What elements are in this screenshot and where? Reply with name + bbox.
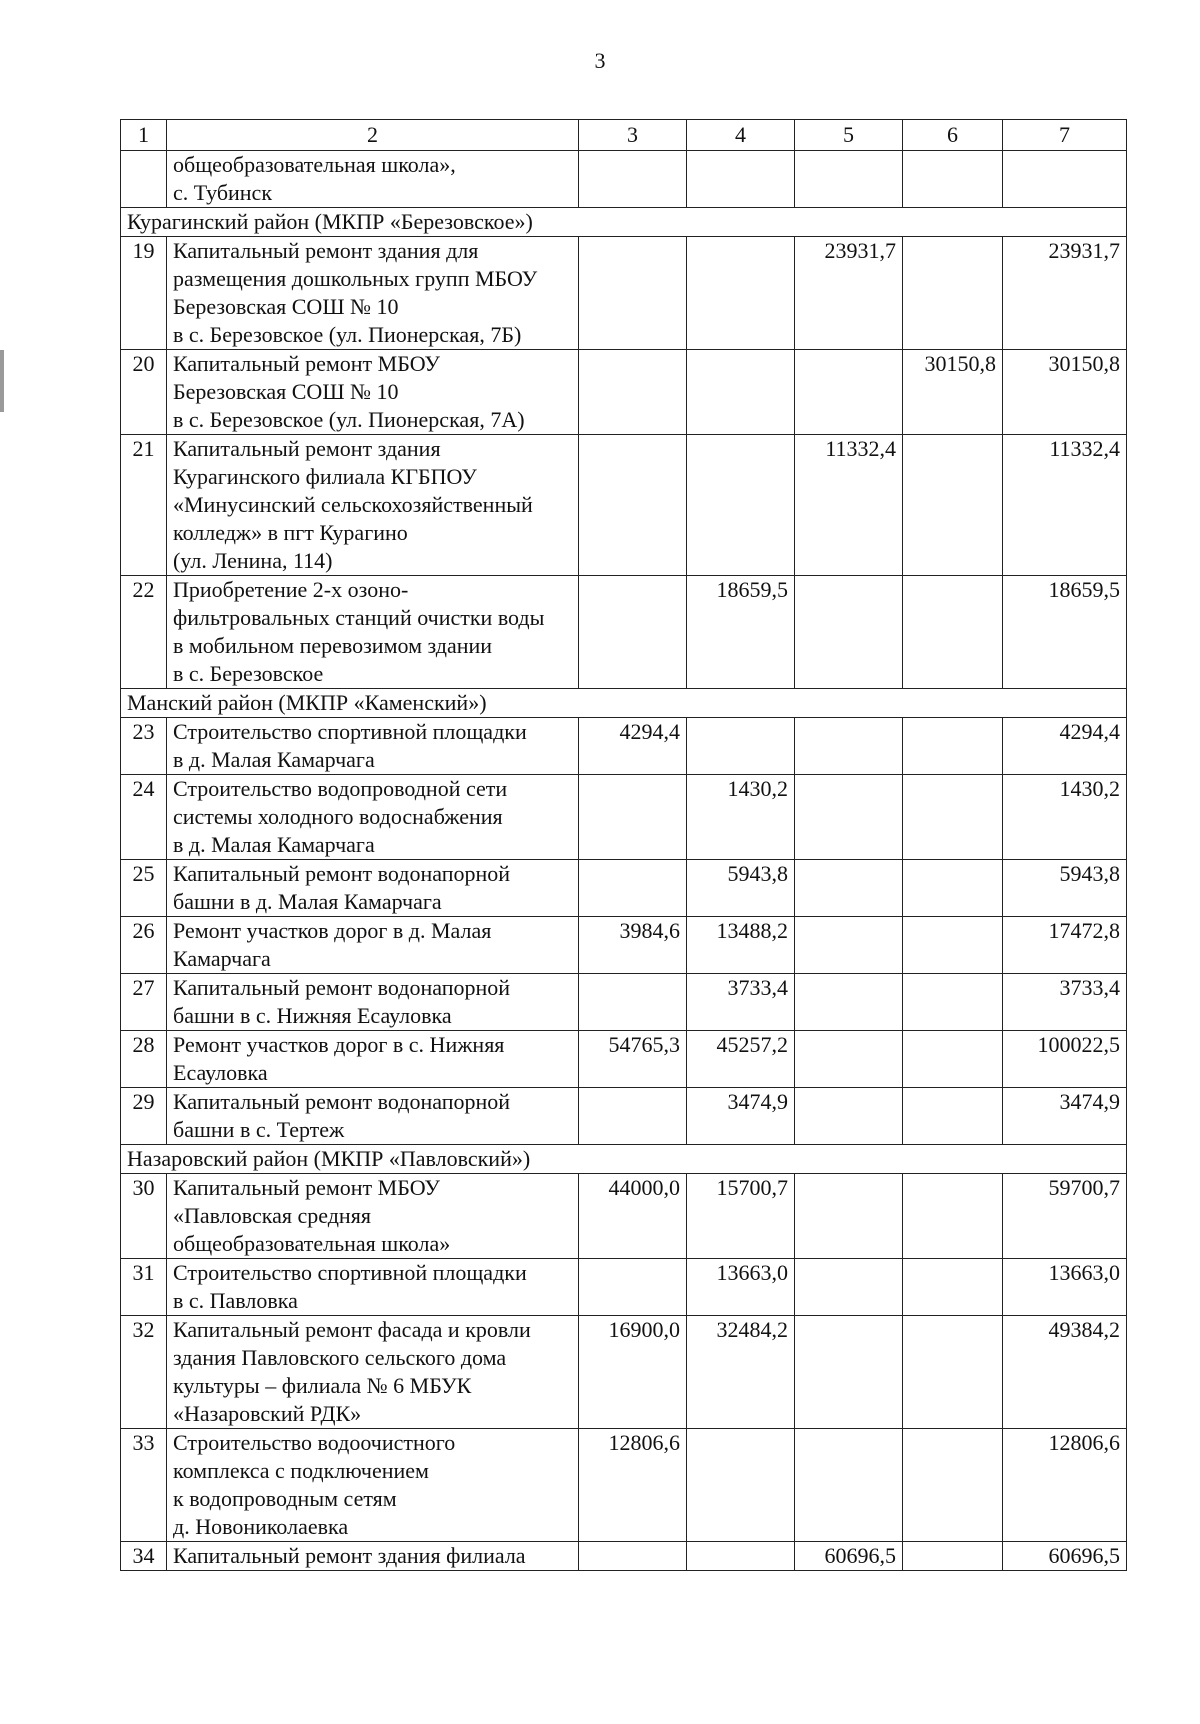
value-col-6 xyxy=(903,917,1003,974)
item-description: Строительство спортивной площадки в с. Павловка xyxy=(167,1259,579,1316)
item-number: 24 xyxy=(121,775,167,860)
value-col-7: 4294,4 xyxy=(1003,718,1127,775)
value-col-7: 49384,2 xyxy=(1003,1316,1127,1429)
value-col-4: 3474,9 xyxy=(687,1088,795,1145)
value-col-4 xyxy=(687,718,795,775)
value-col-4: 13488,2 xyxy=(687,917,795,974)
item-number: 20 xyxy=(121,350,167,435)
section-row xyxy=(121,689,1127,718)
value-col-3 xyxy=(579,974,687,1031)
table-row xyxy=(121,435,1127,576)
value-col-4: 1430,2 xyxy=(687,775,795,860)
value-col-7: 13663,0 xyxy=(1003,1259,1127,1316)
item-description: Капитальный ремонт здания Курагинского филиала КГБПОУ «Минусинский сельскохозяйственный колледж» в пгт Курагино (ул. Ленина, 114) xyxy=(167,435,579,576)
item-number: 32 xyxy=(121,1316,167,1429)
value-col-4 xyxy=(687,350,795,435)
value-col-6 xyxy=(903,435,1003,576)
item-description: Строительство водопроводной сети системы холодного водоснабжения в д. Малая Камарчага xyxy=(167,775,579,860)
table-row xyxy=(121,1429,1127,1542)
value-col-3: 54765,3 xyxy=(579,1031,687,1088)
table-row xyxy=(121,917,1127,974)
item-number: 31 xyxy=(121,1259,167,1316)
item-description: Капитальный ремонт фасада и кровли здания Павловского сельского дома культуры – филиала № 6 МБУК «Назаровский РДК» xyxy=(167,1316,579,1429)
value-col-4: 13663,0 xyxy=(687,1259,795,1316)
value-col-5: 11332,4 xyxy=(795,435,903,576)
value-col-5 xyxy=(795,1429,903,1542)
value-col-6: 30150,8 xyxy=(903,350,1003,435)
value-col-5 xyxy=(795,917,903,974)
value-col-3 xyxy=(579,576,687,689)
value-col-6 xyxy=(903,1174,1003,1259)
table-row xyxy=(121,718,1127,775)
item-description: Капитальный ремонт водонапорной башни в с. Нижняя Есауловка xyxy=(167,974,579,1031)
value-col-5: 23931,7 xyxy=(795,237,903,350)
table-row xyxy=(121,151,1127,208)
value-col-5 xyxy=(795,775,903,860)
value-col-3: 4294,4 xyxy=(579,718,687,775)
value-col-7 xyxy=(1003,151,1127,208)
value-col-4: 32484,2 xyxy=(687,1316,795,1429)
value-col-7: 3474,9 xyxy=(1003,1088,1127,1145)
table-row xyxy=(121,1542,1127,1571)
value-col-6 xyxy=(903,718,1003,775)
value-col-5 xyxy=(795,974,903,1031)
value-col-6 xyxy=(903,576,1003,689)
value-col-4: 45257,2 xyxy=(687,1031,795,1088)
table-body xyxy=(121,120,1127,1571)
budget-table xyxy=(120,119,1127,1571)
item-number: 27 xyxy=(121,974,167,1031)
section-row xyxy=(121,208,1127,237)
value-col-7: 30150,8 xyxy=(1003,350,1127,435)
item-description: Ремонт участков дорог в с. Нижняя Есауловка xyxy=(167,1031,579,1088)
table-row xyxy=(121,237,1127,350)
value-col-6 xyxy=(903,1031,1003,1088)
header-row xyxy=(121,120,1127,151)
scan-edge-mark xyxy=(0,350,4,412)
value-col-4 xyxy=(687,1542,795,1571)
value-col-4: 5943,8 xyxy=(687,860,795,917)
value-col-7: 59700,7 xyxy=(1003,1174,1127,1259)
section-title: Манский район (МКПР «Каменский») xyxy=(121,689,1127,718)
item-number: 29 xyxy=(121,1088,167,1145)
value-col-6 xyxy=(903,237,1003,350)
value-col-5 xyxy=(795,151,903,208)
value-col-5 xyxy=(795,350,903,435)
value-col-7: 60696,5 xyxy=(1003,1542,1127,1571)
value-col-3: 44000,0 xyxy=(579,1174,687,1259)
value-col-3 xyxy=(579,860,687,917)
column-header: 1 xyxy=(121,120,167,151)
value-col-7: 3733,4 xyxy=(1003,974,1127,1031)
section-title: Курагинский район (МКПР «Березовское») xyxy=(121,208,1127,237)
section-title: Назаровский район (МКПР «Павловский») xyxy=(121,1145,1127,1174)
value-col-5 xyxy=(795,1316,903,1429)
value-col-5 xyxy=(795,860,903,917)
column-header: 7 xyxy=(1003,120,1127,151)
table-row xyxy=(121,1316,1127,1429)
column-header: 5 xyxy=(795,120,903,151)
page-number: 3 xyxy=(594,48,606,73)
table-row xyxy=(121,860,1127,917)
table-row xyxy=(121,1031,1127,1088)
item-number: 22 xyxy=(121,576,167,689)
value-col-4 xyxy=(687,1429,795,1542)
value-col-5 xyxy=(795,576,903,689)
table-row xyxy=(121,775,1127,860)
value-col-6 xyxy=(903,775,1003,860)
item-description: Строительство спортивной площадки в д. Малая Камарчага xyxy=(167,718,579,775)
value-col-3 xyxy=(579,435,687,576)
item-number: 33 xyxy=(121,1429,167,1542)
value-col-3 xyxy=(579,237,687,350)
value-col-4: 18659,5 xyxy=(687,576,795,689)
value-col-4 xyxy=(687,237,795,350)
column-header: 2 xyxy=(167,120,579,151)
value-col-5 xyxy=(795,1088,903,1145)
item-number: 25 xyxy=(121,860,167,917)
value-col-4: 15700,7 xyxy=(687,1174,795,1259)
item-description: Капитальный ремонт МБОУ «Павловская средняя общеобразовательная школа» xyxy=(167,1174,579,1259)
column-header: 3 xyxy=(579,120,687,151)
value-col-3 xyxy=(579,350,687,435)
value-col-6 xyxy=(903,1088,1003,1145)
table-row xyxy=(121,1174,1127,1259)
value-col-5 xyxy=(795,1031,903,1088)
value-col-4 xyxy=(687,151,795,208)
item-description: Капитальный ремонт здания филиала xyxy=(167,1542,579,1571)
item-number: 23 xyxy=(121,718,167,775)
item-description: Капитальный ремонт здания для размещения дошкольных групп МБОУ Березовская СОШ № 10 в с. Березовское (ул. Пионерская, 7Б) xyxy=(167,237,579,350)
value-col-6 xyxy=(903,1429,1003,1542)
item-description: Ремонт участков дорог в д. Малая Камарчага xyxy=(167,917,579,974)
value-col-3: 16900,0 xyxy=(579,1316,687,1429)
table-row xyxy=(121,350,1127,435)
item-number: 28 xyxy=(121,1031,167,1088)
value-col-3 xyxy=(579,1259,687,1316)
item-number: 21 xyxy=(121,435,167,576)
item-number: 30 xyxy=(121,1174,167,1259)
table-row xyxy=(121,1259,1127,1316)
value-col-6 xyxy=(903,1316,1003,1429)
value-col-4: 3733,4 xyxy=(687,974,795,1031)
value-col-5 xyxy=(795,1259,903,1316)
item-description: общеобразовательная школа», с. Тубинск xyxy=(167,151,579,208)
item-number: 26 xyxy=(121,917,167,974)
item-description: Капитальный ремонт водонапорной башни в д. Малая Камарчага xyxy=(167,860,579,917)
item-description: Капитальный ремонт МБОУ Березовская СОШ № 10 в с. Березовское (ул. Пионерская, 7А) xyxy=(167,350,579,435)
item-description: Приобретение 2-х озоно- фильтровальных станций очистки воды в мобильном перевозимом здании в с. Березовское xyxy=(167,576,579,689)
value-col-3: 12806,6 xyxy=(579,1429,687,1542)
value-col-7: 23931,7 xyxy=(1003,237,1127,350)
column-header: 6 xyxy=(903,120,1003,151)
table-row xyxy=(121,974,1127,1031)
value-col-6 xyxy=(903,1259,1003,1316)
value-col-6 xyxy=(903,151,1003,208)
value-col-5 xyxy=(795,1174,903,1259)
item-description: Строительство водоочистного комплекса с подключением к водопроводным сетям д. Новониколаевка xyxy=(167,1429,579,1542)
value-col-7: 1430,2 xyxy=(1003,775,1127,860)
table-row xyxy=(121,576,1127,689)
value-col-7: 18659,5 xyxy=(1003,576,1127,689)
value-col-7: 100022,5 xyxy=(1003,1031,1127,1088)
section-row xyxy=(121,1145,1127,1174)
value-col-7: 12806,6 xyxy=(1003,1429,1127,1542)
value-col-6 xyxy=(903,1542,1003,1571)
value-col-3 xyxy=(579,151,687,208)
value-col-7: 5943,8 xyxy=(1003,860,1127,917)
value-col-3 xyxy=(579,1542,687,1571)
value-col-3 xyxy=(579,775,687,860)
item-number: 34 xyxy=(121,1542,167,1571)
item-description: Капитальный ремонт водонапорной башни в с. Тертеж xyxy=(167,1088,579,1145)
value-col-4 xyxy=(687,435,795,576)
value-col-3 xyxy=(579,1088,687,1145)
value-col-6 xyxy=(903,974,1003,1031)
value-col-7: 17472,8 xyxy=(1003,917,1127,974)
value-col-3: 3984,6 xyxy=(579,917,687,974)
table-row xyxy=(121,1088,1127,1145)
value-col-7: 11332,4 xyxy=(1003,435,1127,576)
value-col-5 xyxy=(795,718,903,775)
item-number xyxy=(121,151,167,208)
column-header: 4 xyxy=(687,120,795,151)
value-col-6 xyxy=(903,860,1003,917)
value-col-5: 60696,5 xyxy=(795,1542,903,1571)
item-number: 19 xyxy=(121,237,167,350)
